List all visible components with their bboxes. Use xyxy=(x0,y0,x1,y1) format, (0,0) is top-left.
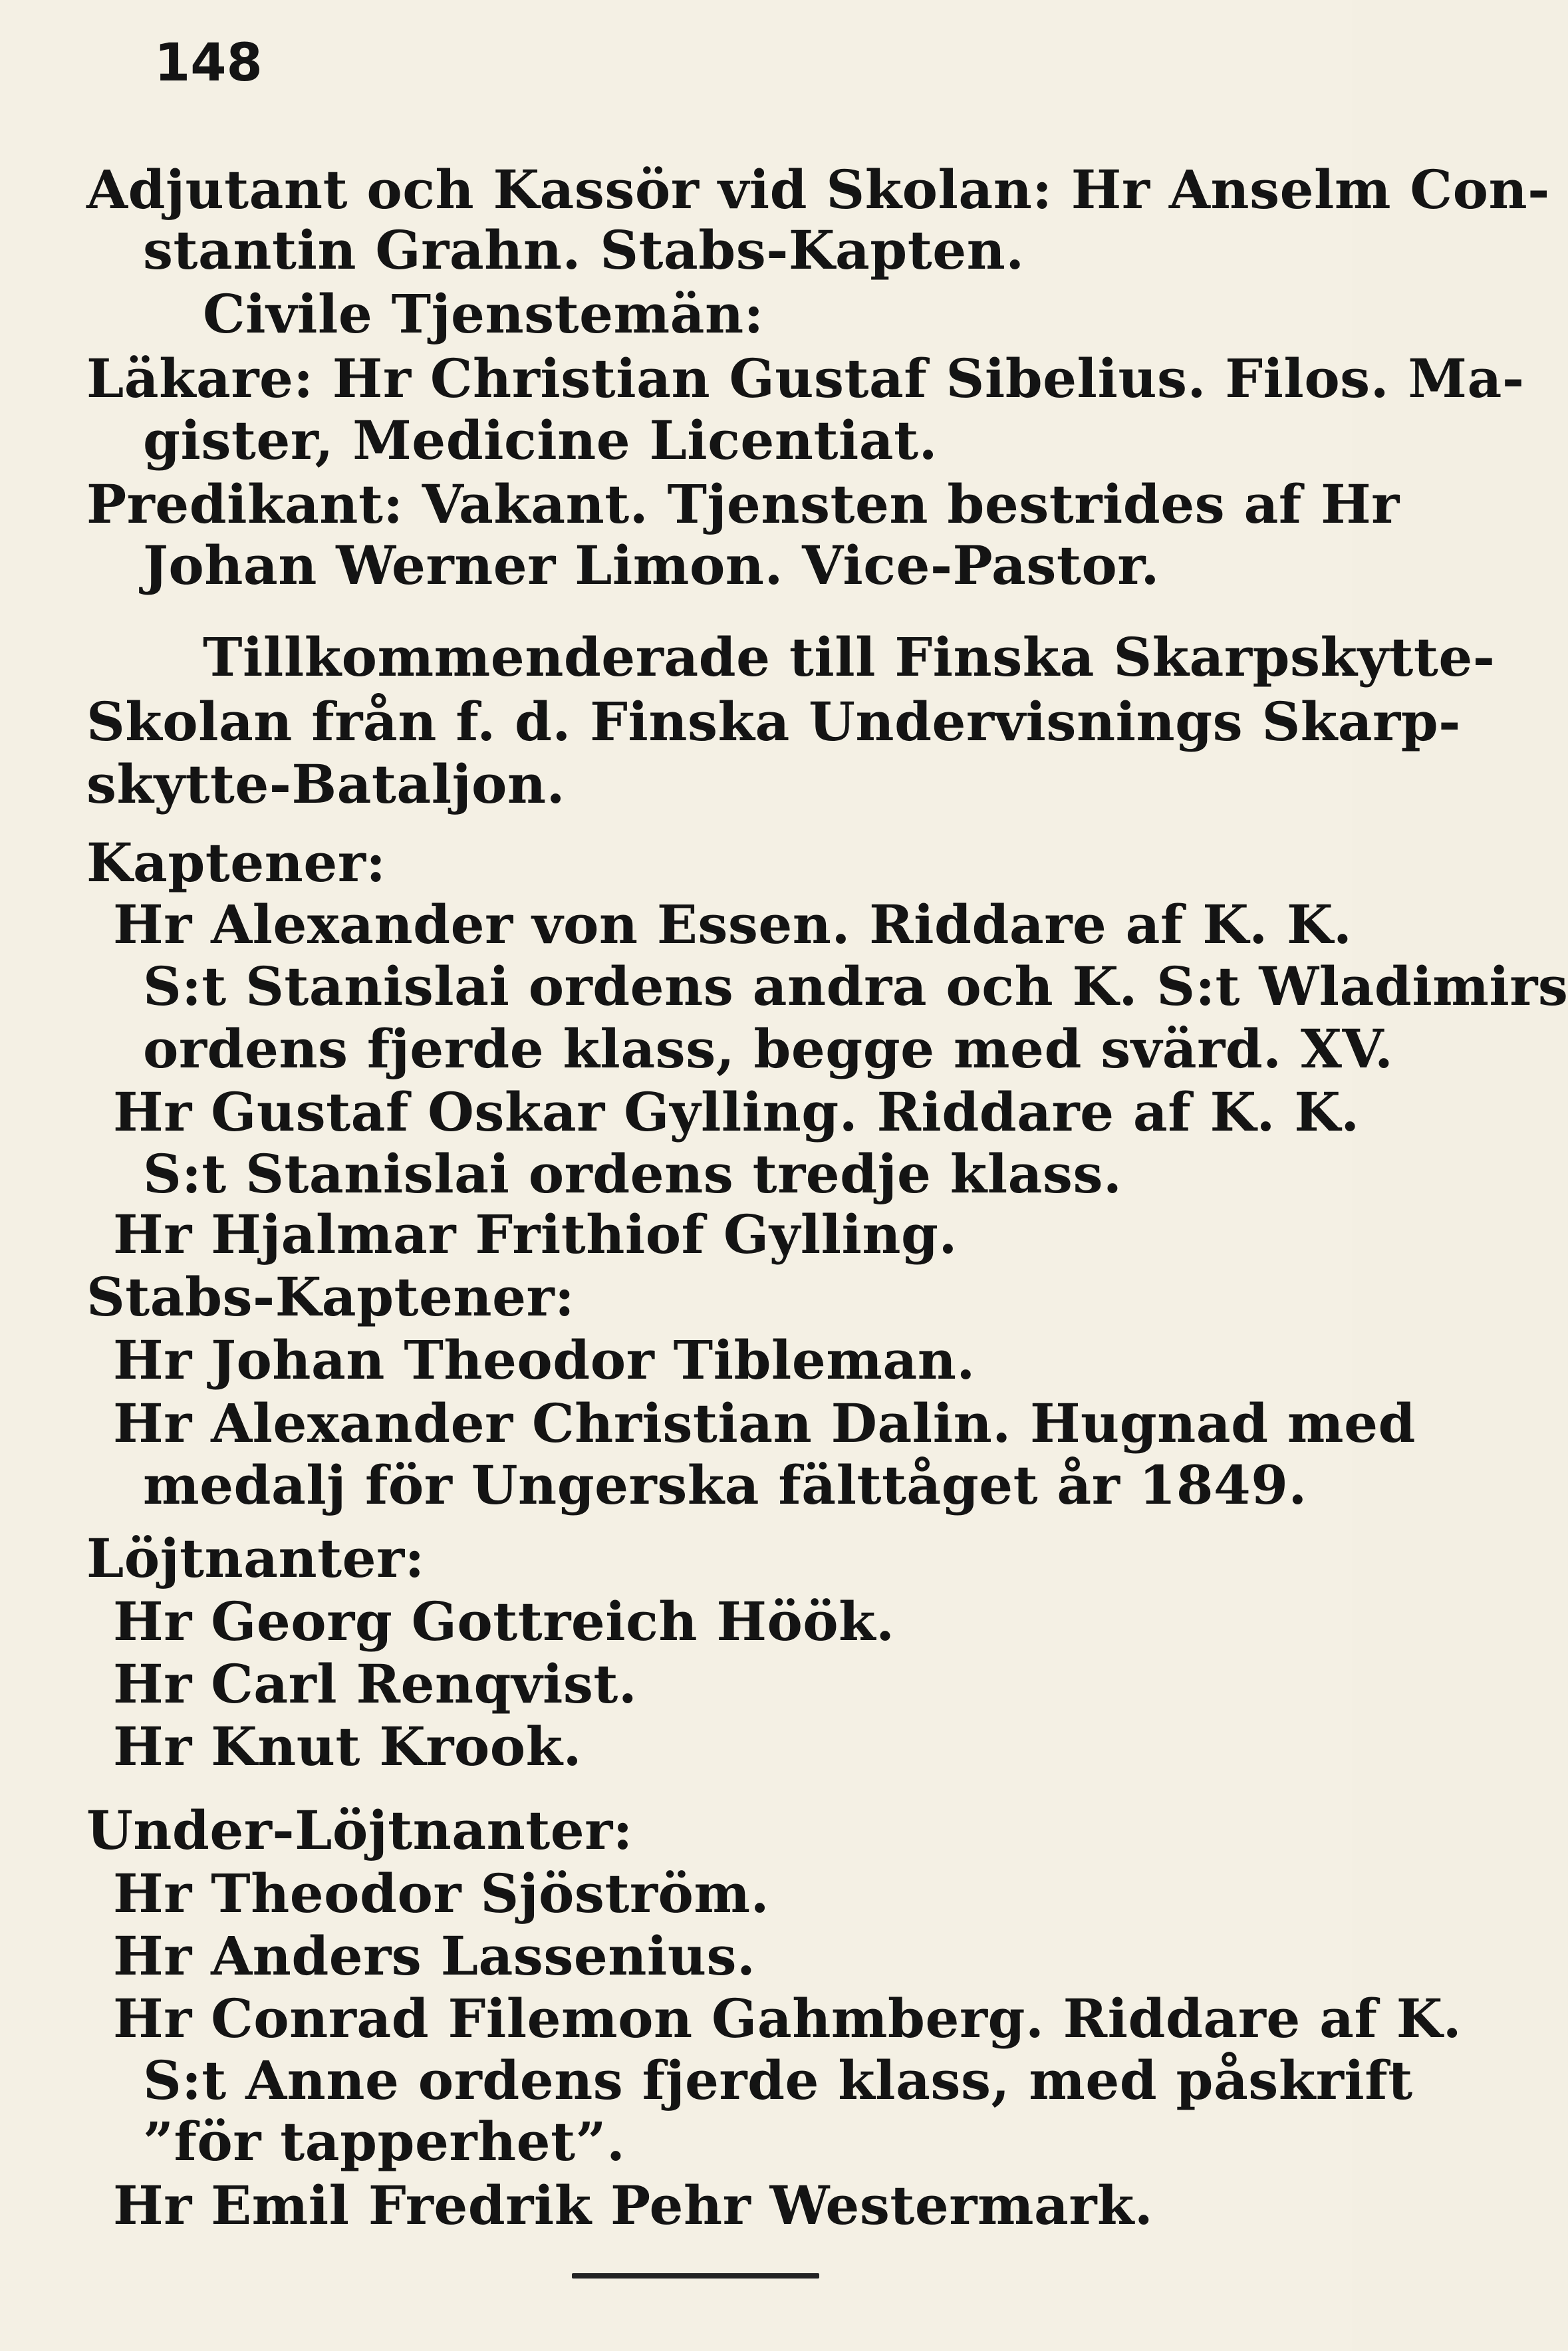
text-line-30: S:t Anne ordens fjerde klass, med påskrift xyxy=(143,2049,1413,2112)
text-line-28: Hr Anders Lassenius. xyxy=(113,1925,756,1987)
text-line-16: S:t Stanislai ordens tredje klass. xyxy=(143,1143,1122,1205)
text-line-9: Skolan från f. d. Finska Undervisnings Skarp- xyxy=(86,690,1461,753)
text-line-23: Hr Georg Gottreich Höök. xyxy=(113,1590,895,1653)
text-line-27: Hr Theodor Sjöström. xyxy=(113,1862,769,1925)
text-line-14: ordens fjerde klass, begge med svärd. XV. xyxy=(143,1018,1394,1080)
text-line-10: skytte-Bataljon. xyxy=(86,753,565,815)
text-line-2: stantin Grahn. Stabs-Kapten. xyxy=(143,219,1025,281)
text-line-25: Hr Knut Krook. xyxy=(113,1715,582,1778)
bottom-rule xyxy=(572,2273,819,2279)
text-line-4: Läkare: Hr Christian Gustaf Sibelius. Filos. Ma- xyxy=(86,347,1525,410)
text-line-13: S:t Stanislai ordens andra och K. S:t Wladimirs xyxy=(143,955,1568,1018)
text-line-19: Hr Johan Theodor Tibleman. xyxy=(113,1329,976,1391)
text-line-7: Johan Werner Limon. Vice-Pastor. xyxy=(143,534,1160,597)
text-line-29: Hr Conrad Filemon Gahmberg. Riddare af K. xyxy=(113,1987,1462,2050)
text-line-32: Hr Emil Fredrik Pehr Westermark. xyxy=(113,2174,1154,2237)
text-line-12: Hr Alexander von Essen. Riddare af K. K. xyxy=(113,893,1353,956)
section-heading-under-lojtnanter: Under-Löjtnanter: xyxy=(86,1799,633,1862)
text-line-20: Hr Alexander Christian Dalin. Hugnad med xyxy=(113,1392,1416,1454)
text-line-6: Predikant: Vakant. Tjensten bestrides af Hr xyxy=(86,473,1400,535)
section-heading-kaptener: Kaptener: xyxy=(86,831,386,894)
section-heading-stabs-kaptener: Stabs-Kaptener: xyxy=(86,1266,575,1328)
text-line-17: Hr Hjalmar Frithiof Gylling. xyxy=(113,1203,958,1266)
text-line-5: gister, Medicine Licentiat. xyxy=(143,409,938,472)
section-heading-lojtnanter: Löjtnanter: xyxy=(86,1527,425,1590)
page-number: 148 xyxy=(154,33,263,93)
section-heading-civile: Civile Tjenstemän: xyxy=(203,283,764,345)
text-line-15: Hr Gustaf Oskar Gylling. Riddare af K. K. xyxy=(113,1081,1360,1143)
text-line-21: medalj för Ungerska fälttåget år 1849. xyxy=(143,1454,1307,1516)
text-line-1: Adjutant och Kassör vid Skolan: Hr Anselm Con- xyxy=(86,158,1550,221)
text-line-31: ”för tapperhet”. xyxy=(143,2110,626,2173)
section-heading-tillkommenderade: Tillkommenderade till Finska Skarpskytte- xyxy=(203,626,1496,688)
text-line-24: Hr Carl Renqvist. xyxy=(113,1653,638,1715)
